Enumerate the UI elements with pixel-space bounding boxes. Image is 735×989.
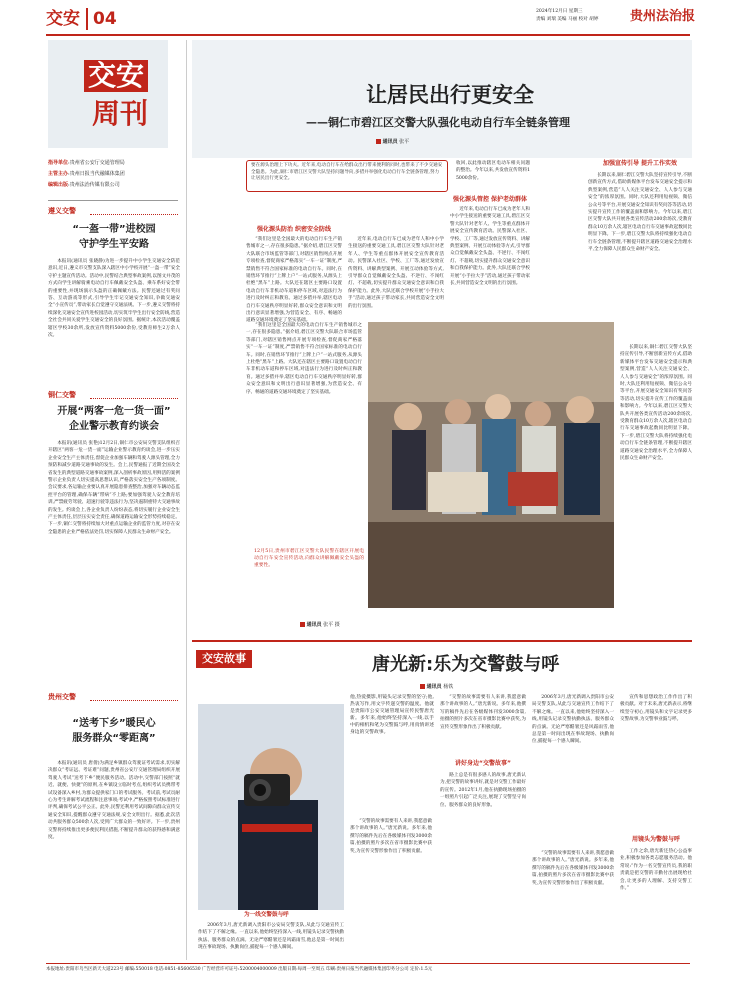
section1-title: 强化源头防治 织密安全防线 [256,226,332,233]
feature-col1-text: 2006年3月,唐光新调入贵阳市公安局交警支队,从此与交通宣传工作结下了不解之缘。一直以来,他始终坚持深入一线,用镜头记录交警执勤执法、服务群众的点滴。无论严寒酷暑还是风霜雨雪,他总是第一时间出现在事故现场、执勤岗位,捕捉每一个感人瞬间。 [198,923,344,951]
photo-credit-label: 通讯员 [306,622,322,628]
article2-body [48,440,180,680]
section3-text: 长期以来,铜仁碧江交警大队坚持宣传引导,不断创新宣传方式,借助新媒体平台发布交通安全提示和典型案例,营造“人人关注交通安全、人人参与交通安全”的浓厚氛围。同时,大队还利用短视频、微信公众号等平台,开展交通安全知识有奖问答等活动,切实提升宣传工作的覆盖面和影响力。今年以来,碧江区交警大队共开展各类宣传活动200余场次,受教育群众10万余人次,辖区电动自行车交通事故起数同比明显下降。下一步,碧江交警大队将持续强化电动自行车全链条管理,不断提升辖区道路交通安全治理水平,全力保障人民群众生命财产安全。 [588,173,692,253]
column-title-line1: 交安 [84,60,148,92]
lower-left-text: “我们这里是全国最大的电动自行车生产销售城市之一,存在很多隐患。”据介绍,碧江区交警大队联合市场监管等部门,对辖区销售网点开展专项检查,督促商家严格落实“一车一证”制度,严禁销售不符合国家标准的电动自行车。同时,在销售环节推行“上牌上户”一站式服务,从源头上杜绝“黑车”上路。大队还在辖区主要路口设置电动自行车非机动车道和停车区域,对违法行为进行及时纠正和教育。通过多措并举,辖区电动自行车交通秩序明显好转,群众安全意识和文明出行意识显著增强,为营造安全、有序、畅通的道路交通环境奠定了坚实基础。 [246,323,362,395]
article3-title [48,716,180,746]
article3-body [48,760,180,960]
main-photo-scene [368,322,614,608]
feature-byline-name: 杨铁 [443,684,454,690]
credit-marker [300,622,305,627]
article3-title-line2: 服务群众“零距离” [72,733,156,744]
feature-section-tag: 交安故事 [196,650,252,668]
feature-photo [198,704,344,910]
photo-credit-name: 张平 摄 [323,622,340,628]
feature-photo-scene [198,704,344,910]
article1-tag-rule [90,214,178,215]
feature-col4b [620,848,692,958]
feature-col3b [532,850,614,958]
feature-byline [420,684,453,691]
feature-col3 [532,694,614,844]
publisher-unit: 贵州法治传媒有限公司 [69,182,120,188]
byline-name: 张平 [399,139,410,145]
article3-title-line1: “送考下乡”暖民心 [72,718,156,729]
feature-intro-text: 他,热爱摄影,用镜头记录交警的坚守;他,热衷写作,用文字传递交警的温度。他就是贵阳市公安交通管理局宣传民警唐光新。多年来,他始终坚持深入一线,以手中的相机和笔为交警鼓与呼,用真情讲述身边的交警故事。 [350,695,434,735]
article1-title-line2: 守护学生平安路 [79,239,149,250]
byline-marker [376,139,381,144]
lower-right-text: 长期以来,铜仁碧江交警大队坚持宣传引导,不断创新宣传方式,借助新媒体平台发布交通安全提示和典型案例,营造“人人关注交通安全、人人参与交通安全”的浓厚氛围。同时,大队还利用短视频、微信公众号等平台,开展交通安全知识有奖问答等活动,切实提升宣传工作的覆盖面和影响力。今年以来,碧江区交警大队共开展各类宣传活动200余场次,受教育群众10万余人次,辖区电动自行车交通事故起数同比明显下降。下一步,碧江交警大队将持续强化电动自行车全链条管理,不断提升辖区道路交通安全治理水平,全力保障人民群众生命财产安全。 [620,345,692,462]
section3-body [588,172,692,338]
feature-intro [350,694,434,814]
sidebar-divider [48,200,178,201]
feature-col2c-text: 路上总是有很多感人的故事,唐光新认为,把交警的故事讲好,就是对交警工作最好的宣传。2012年1月,他在执勤现场拍摄的一组照片引起广泛关注,展现了交警坚守岗位、服务群众的良好形象。 [440,773,526,808]
host-unit: 贵州日报当代融媒体集团 [69,171,125,177]
lead-side-note [456,160,530,192]
issue-date: 2024年12月日 星期三 [536,9,583,14]
side-note-text: 收回,以此推动辖区电动车相关问题的整治。今年以来,共发放宣传资料15000余份。 [456,161,530,181]
guidance-unit: 贵州省公安厅交通管理局 [69,160,125,166]
article1-tag: 遵义交警 [48,207,76,215]
feature-title: 唐光新:乐为交警鼓与呼 [372,654,560,675]
feature-photo-label: 为一线交警鼓与呼 [244,912,289,918]
feature-col2b-text: “交警的故事需要有人来讲,我愿意做那个讲故事的人。”唐光新说。多年来,他撰写的稿件先后在各级媒体刊发3000余篇,拍摄的照片多次在省市摄影比赛中获奖,为宣传交警形象作出了积极贡献。 [440,695,526,730]
article2-title [48,404,180,434]
article2-tag-rule [90,398,178,399]
main-byline [376,139,409,146]
article1-text: 本报讯(通讯员 张晓静)为进一步提升中小学生交通安全防范意识,近日,遵义市交警支队深入辖区中小学校开展“一盔一带”安全守护主题宣传活动。活动中,民警结合典型事故案例,以图文并茂的方式向学生讲解骑乘电动自行车佩戴安全头盔、乘车系好安全带的重要性,并现场演示头盔的正确佩戴方法。民警还通过有奖问答、互动游戏等形式,引导学生牢记交通安全知识,争做交通安全“小宣传员”,带动家长自觉遵守交通法规。下一步,遵义交警将持续深化交通安全宣传进校园活动,切实筑牢学生出行安全防线,营造全社会共同关爱学生交通安全的良好氛围。据统计,本次活动覆盖辖区学校30余所,发放宣传资料5000余份,受教育师生2万余人次。 [48,259,180,339]
feature-col4-text: 宣传和思想政治工作作出了积极贡献。对于未来,唐光新表示,将继续坚守初心,用镜头和文字记录更多交警故事,为交警事业鼓与呼。 [620,695,692,723]
main-col-left-lower [246,322,362,542]
article2-title-line2: 企业警示教育约谈会 [69,421,159,432]
article3-tag-rule [90,700,178,701]
section1-text: “我们这里是全国最大的电动自行车生产销售城市之一,存在很多隐患。”据介绍,碧江区交警大队联合市场监管等部门,对辖区销售网点开展专项检查,督促商家严格落实“一车一证”制度,严禁销售不符合国家标准的电动自行车。同时,在销售环节推行“上牌上户”一站式服务,从源头上杜绝“黑车”上路。大队还在辖区主要路口设置电动自行车非机动车道和停车区域,对违法行为进行及时纠正和教育。通过多措并举,辖区电动自行车交通秩序明显好转,群众安全意识和文明出行意识显著增强,为营造安全、有序、畅通的道路交通环境奠定了坚实基础。 [246,237,342,324]
article2-title-line1: 开展“两客一危一货一面” [57,406,171,417]
section2-text-a: 近年来,电动自行车已成为老年人和中小学生接送的重要交通工具,碧江区交警大队针对老年人、学生等重点群体开展安全宣传教育活动。民警深入社区、学校、工厂等,通过发放宣传资料、讲解典型案例、开展互动体验等方式,引导群众自觉佩戴安全头盔、不逆行、不闯红灯、不超载,切实提升群众交通安全意识和自我保护能力。此外,大队还联合学校开展“小手拉大手”活动,通过孩子带动家长,共同营造安全文明的出行氛围。 [348,237,444,309]
section1-body [246,236,342,324]
main-title: 让居民出行更安全 [366,83,534,107]
feature-subhead1: 讲好身边“交警故事” [455,760,511,767]
feature-col2-text: “交警的故事需要有人来讲,我愿意做那个讲故事的人。”唐光新说。多年来,他撰写的稿件先后在各级媒体刊发3000余篇,拍摄的照片多次在省市摄影比赛中获奖,为宣传交警形象作出了积极贡献。 [350,819,432,854]
byline-label: 通讯员 [382,139,398,145]
feature-col2b [440,694,526,754]
column-divider [186,40,187,960]
photo-caption-text: 12月5日,贵州市碧江区交警大队民警在辖区开展电动自行车安全宣传活动,向群众讲解佩戴安全头盔的重要性。 [254,549,364,568]
feature-subhead2: 用镜头为警鼓与呼 [631,836,680,843]
column-title-line2: 周刊 [92,97,149,130]
article3-tag: 贵州交警 [48,693,76,701]
article2-tag: 铜仁交警 [48,391,76,399]
feature-byline-marker [420,684,425,689]
article1-body [48,258,180,378]
main-col-right-lower [620,344,692,624]
header-rule [46,34,690,36]
main-photo-caption [254,548,364,618]
page-number: 04 [86,8,117,30]
footer-rule [46,963,690,964]
main-subtitle: ——铜仁市碧江区交警大队强化电动自行车全链条管理 [306,116,570,129]
section-name: 交安 [46,9,80,29]
lead-box [246,160,448,192]
feature-col4 [620,694,692,830]
editor-credit: 责编 刘瑞 美编 马丽 校对 胡婷 [536,17,599,22]
section2-title: 强化源头管控 保护老幼群体 [452,196,528,203]
feature-col4b-text: 工作之余,唐光新还热心公益事业,积极参加各类志愿服务活动。他常说:“作为一名交警宣传员,我的职责就是把交警的辛勤付出展现给社会,让更多的人理解、支持交警工作。” [620,849,692,892]
article1-title-line1: “一盔一带”进校园 [72,224,156,235]
feature-col2 [350,818,432,958]
feature-col3-text: 2006年3月,唐光新调入贵阳市公安局交警支队,从此与交通宣传工作结下了不解之缘。一直以来,他始终坚持深入一线,用镜头记录交警执勤执法、服务群众的点滴。无论严寒酷暑还是风霜雨雪,他总是第一时间出现在事故现场、执勤岗位,捕捉每一个感人瞬间。 [532,695,614,745]
feature-col3b-text: “交警的故事需要有人来讲,我愿意做那个讲故事的人。”唐光新说。多年来,他撰写的稿件先后在各级媒体刊发3000余篇,拍摄的照片多次在省市摄影比赛中获奖,为宣传交警形象作出了积极贡献。 [532,851,614,886]
sidebar-info: 指导单位:贵州省公安厅交通管理局 主管主办:贵州日报当代融媒体集团 编辑出版:贵州法治传媒有限公司 [48,160,125,188]
footer-text: 本报地址:贵阳市乌当区新天大道223号 邮编:550018 电话:0851-85606530 广告经营许可证号:5200004000009 出版日期:每周一至周五 印刷:贵州日报当代融媒体集团印务分公司 定价:1.5元 [46,967,433,972]
main-photo-credit [300,622,340,629]
guidance-label: 指导单位 [48,160,69,166]
section2-text: 近年来,电动自行车已成为老年人和中小学生接送的重要交通工具,碧江区交警大队针对老年人、学生等重点群体开展安全宣传教育活动。民警深入社区、学校、工厂等,通过发放宣传资料、讲解典型案例、开展互动体验等方式,引导群众自觉佩戴安全头盔、不逆行、不闯红灯、不超载,切实提升群众交通安全意识和自我保护能力。此外,大队还联合学校开展“小手拉大手”活动,通过孩子带动家长,共同营造安全文明的出行氛围。 [450,207,530,287]
section1-body-cont [348,236,444,318]
article2-text: 本报讯(通讯员 张艳)12月2日,铜仁市公安局交警支队组织召开辖区“两客一危一货一面”运输企业警示教育约谈会,进一步压实企业安全生产主体责任,督促企业加强车辆和驾驶人源头管理,全力预防和减少道路交通事故的发生。会上,民警通报了近期全国及全省发生的典型道路交通事故案例,深入剖析事故原因,用鲜活的案例警示企业负责人切实提高思想认识,严格落实安全生产各项制度。会议要求,各运输企业要认真开展隐患排查整治,加强对车辆动态监控平台的管理,确保车辆“带病”不上路;要加强驾驶人安全教育培训,严禁疲劳驾驶、超速行驶等违法行为,坚决遏制重特大交通事故的发生。约谈会上,各企业负责人纷纷表态,将切实履行企业安全生产主体责任,层层压实安全责任,确保道路运输安全形势持续稳定。下一步,铜仁交警将持续加大对重点运输企业的监管力度,对存在安全隐患的企业严格依法处罚,切实保障人民群众生命财产安全。 [48,441,180,535]
feature-divider [192,640,692,642]
section2-body [450,206,530,320]
section3-title: 加强宣传引导 提升工作实效 [602,160,678,167]
article3-text: 本报讯(通讯员 唐倩)为满足乡镇群众驾驶证考试需求,切实解决群众“考证远、考证难”问题,贵州省公安厅交通管理局组织开展驾驶人考试“送考下乡”便民服务活动。活动中,交警部门按照“就近、就便、快捷”的原则,在乡镇设立临时考点,组织考试员携带考试设备深入乡村,为群众提供家门口的考试服务。考试前,考试员耐心为考生讲解考试流程和注意事项;考试中,严格按照考试标准进行评判,确保考试公平公正。此外,民警还利用考试间隙向群众宣传交通安全知识,提醒群众遵守交通法规,安全文明出行。据悉,此次活动共服务群众500余人次,受到广大群众的一致好评。下一步,贵州交警将持续推出更多便民利民措施,不断提升群众的获得感和满意度。 [48,761,180,841]
lead-text: 要在源头治理上下功夫。近年来,电动自行车在给群众出行带来便利的同时,也带来了不少交通安全隐患。为此,铜仁市碧江区交警大队坚持问题导向,多措并举强化电动自行车全链条管理,努力让居民出行更安全。 [251,163,443,182]
article1-title [48,222,180,252]
column-title-block [48,40,168,148]
feature-byline-label: 通讯员 [426,684,442,690]
host-label: 主管主办 [48,171,69,177]
feature-col1 [198,922,344,958]
feature-col2c [440,772,526,958]
publisher-label: 编辑出版 [48,182,69,188]
paper-name: 贵州法治报 [630,9,696,24]
main-photo [368,322,614,608]
